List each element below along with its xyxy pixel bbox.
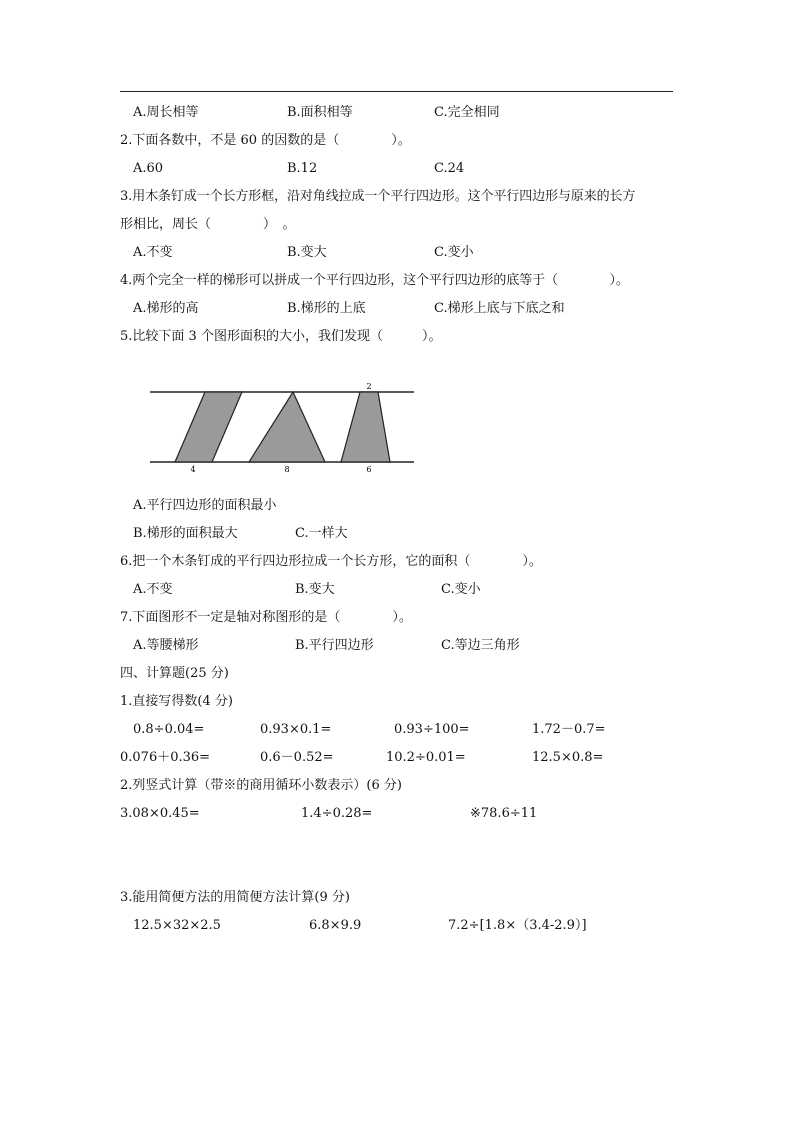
q3-text-line2: 形相比，周长（ ） 。 xyxy=(120,217,296,232)
q7-option-b: B.平行四边形 xyxy=(295,638,374,653)
p1-row2-item1: 0.076＋0.36= xyxy=(120,750,211,765)
q4-option-a: A.梯形的高 xyxy=(133,301,199,316)
q7-option-c: C.等边三角形 xyxy=(441,638,520,653)
trapezoid-shape xyxy=(341,392,390,462)
q7-text: 7.下面图形不一定是轴对称图形的是（ ）。 xyxy=(120,610,412,625)
q2-text: 2.下面各数中，不是 60 的因数的是（ ）。 xyxy=(120,133,411,148)
trapezoid-bottom-label: 6 xyxy=(366,465,372,474)
p1-row2-item3: 10.2÷0.01= xyxy=(386,750,466,765)
p3-item1: 12.5×32×2.5 xyxy=(133,918,221,933)
q2-option-c: C.24 xyxy=(434,161,465,176)
parallelogram-base-label: 4 xyxy=(190,465,196,474)
q3-option-c: C.变小 xyxy=(434,245,474,260)
section4-title: 四、计算题(25 分) xyxy=(120,666,229,681)
p3-item2: 6.8×9.9 xyxy=(309,918,362,933)
p2-item1: 3.08×0.45= xyxy=(120,806,200,821)
q3-option-b: B.变大 xyxy=(287,245,327,260)
q6-option-b: B.变大 xyxy=(295,582,335,597)
q4-option-b: B.梯形的上底 xyxy=(287,301,366,316)
q5-shapes-figure xyxy=(148,379,416,475)
q7-option-a: A.等腰梯形 xyxy=(133,638,199,653)
p1-title: 1.直接写得数(4 分) xyxy=(120,694,233,709)
q5-text: 5.比较下面 3 个图形面积的大小，我们发现（ ）。 xyxy=(120,329,442,344)
q5-option-b: B.梯形的面积最大 xyxy=(133,526,238,541)
q1-option-a: A.周长相等 xyxy=(133,105,199,120)
p1-row1-item2: 0.93×0.1= xyxy=(260,722,332,737)
triangle-shape xyxy=(249,392,325,462)
q1-option-c: C.完全相同 xyxy=(434,105,500,120)
q4-option-c: C.梯形上底与下底之和 xyxy=(434,301,565,316)
q1-option-b: B.面积相等 xyxy=(287,105,353,120)
p1-row1-item1: 0.8÷0.04= xyxy=(133,722,205,737)
p2-item2: 1.4÷0.28= xyxy=(301,806,373,821)
triangle-base-label: 8 xyxy=(284,465,290,474)
p2-item3: ※78.6÷11 xyxy=(470,806,538,821)
p1-row2-item4: 12.5×0.8= xyxy=(532,750,604,765)
q5-option-c: C.一样大 xyxy=(295,526,348,541)
q3-option-a: A.不变 xyxy=(133,245,173,260)
q3-text-line1: 3.用木条钉成一个长方形框，沿对角线拉成一个平行四边形。这个平行四边形与原来的长方 xyxy=(120,189,636,204)
p3-item3: 7.2÷[1.8×（3.4-2.9）] xyxy=(448,918,587,933)
q2-option-b: B.12 xyxy=(287,161,318,176)
q6-text: 6.把一个木条钉成的平行四边形拉成一个长方形，它的面积（ ）。 xyxy=(120,554,542,569)
p2-title: 2.列竖式计算（带※的商用循环小数表示）(6 分) xyxy=(120,778,402,793)
q6-option-a: A.不变 xyxy=(133,582,173,597)
q4-text: 4.两个完全一样的梯形可以拼成一个平行四边形，这个平行四边形的底等于（ ）。 xyxy=(120,273,629,288)
trapezoid-top-label: 2 xyxy=(366,382,372,391)
parallelogram-shape xyxy=(175,392,242,462)
p1-row1-item4: 1.72－0.7= xyxy=(532,722,606,737)
q6-option-c: C.变小 xyxy=(441,582,481,597)
header-rule xyxy=(120,91,673,92)
q5-option-a: A.平行四边形的面积最小 xyxy=(133,498,277,513)
q2-option-a: A.60 xyxy=(133,161,164,176)
p1-row2-item2: 0.6－0.52= xyxy=(260,750,334,765)
p3-title: 3.能用简便方法的用简便方法计算(9 分) xyxy=(120,890,350,905)
p1-row1-item3: 0.93÷100= xyxy=(394,722,470,737)
